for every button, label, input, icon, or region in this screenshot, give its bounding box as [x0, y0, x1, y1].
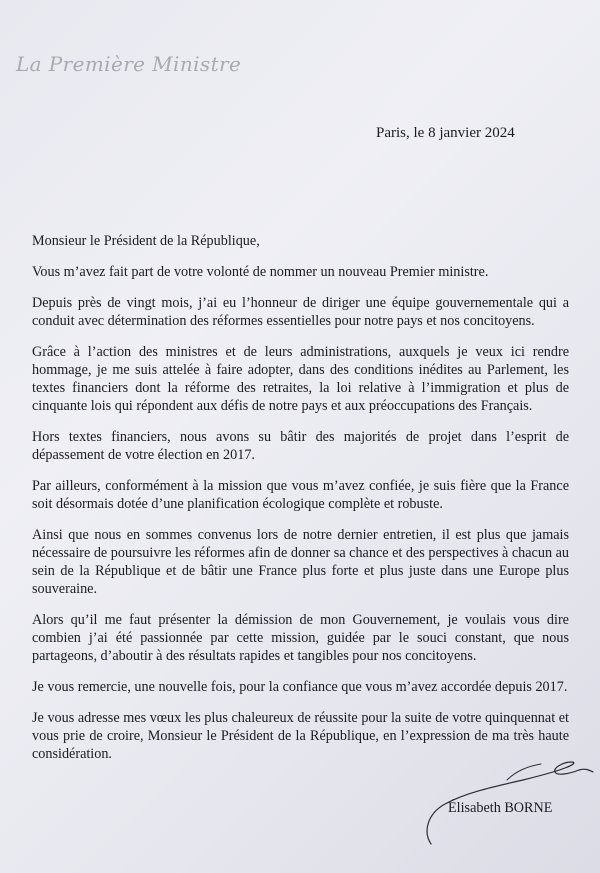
- letterhead: La Première Ministre: [16, 52, 242, 76]
- letter-body: [32, 232, 569, 776]
- paragraph: Vous m’avez fait part de votre volonté de nommer un nouveau Premier ministre.: [32, 264, 489, 280]
- paragraph: Par ailleurs, conformément à la mission que vous m’avez confiée, je suis fière que la France soit désormais dotée d’une planification écologique complète et robuste.: [32, 478, 569, 512]
- paragraph: Je vous remercie, une nouvelle fois, pour la confiance que vous m’avez accordée depuis 2017.: [32, 679, 568, 695]
- paragraph: Depuis près de vingt mois, j’ai eu l’honneur de diriger une équipe gouvernementale qui a conduit avec détermination des réformes essentielles pour notre pays et nos concitoyens.: [32, 295, 569, 329]
- salutation: Monsieur le Président de la République,: [32, 233, 260, 249]
- signatory-name: Élisabeth BORNE: [448, 800, 553, 816]
- paragraph: Alors qu’il me faut présenter la démission de mon Gouvernement, je voulais vous dire combien j’ai été passionnée par cette mission, guidée par le souci constant, que nous partageons, d’aboutir à des résultats rapides et tangibles pour nos concitoyens.: [32, 612, 569, 664]
- paragraph: Je vous adresse mes vœux les plus chaleureux de réussite pour la suite de votre quinquennat et vous prie de croire, Monsieur le Président de la République, en l’expression de ma très haute considération.: [32, 710, 569, 762]
- paragraph: Ainsi que nous en sommes convenus lors de notre dernier entretien, il est plus que jamais nécessaire de poursuivre les réformes afin de donner sa chance et des perspectives à chacun au sein de la République et de bâtir une France plus forte et plus juste dans une Europe plus souveraine.: [32, 527, 569, 597]
- paragraph: Hors textes financiers, nous avons su bâtir des majorités de projet dans l’esprit de dépassement de votre élection en 2017.: [32, 429, 569, 463]
- paragraph: Grâce à l’action des ministres et de leurs administrations, auxquels je veux ici rendre hommage, je me suis attelée à faire adopter, dans des conditions inédites au Parlement, les textes financiers dont la réforme des retraites, la loi relative à l’immigration et plus de cinquante lois qui répondent aux défis de notre pays et aux préoccupations des Français.: [32, 344, 569, 414]
- letter-date: Paris, le 8 janvier 2024: [376, 125, 515, 141]
